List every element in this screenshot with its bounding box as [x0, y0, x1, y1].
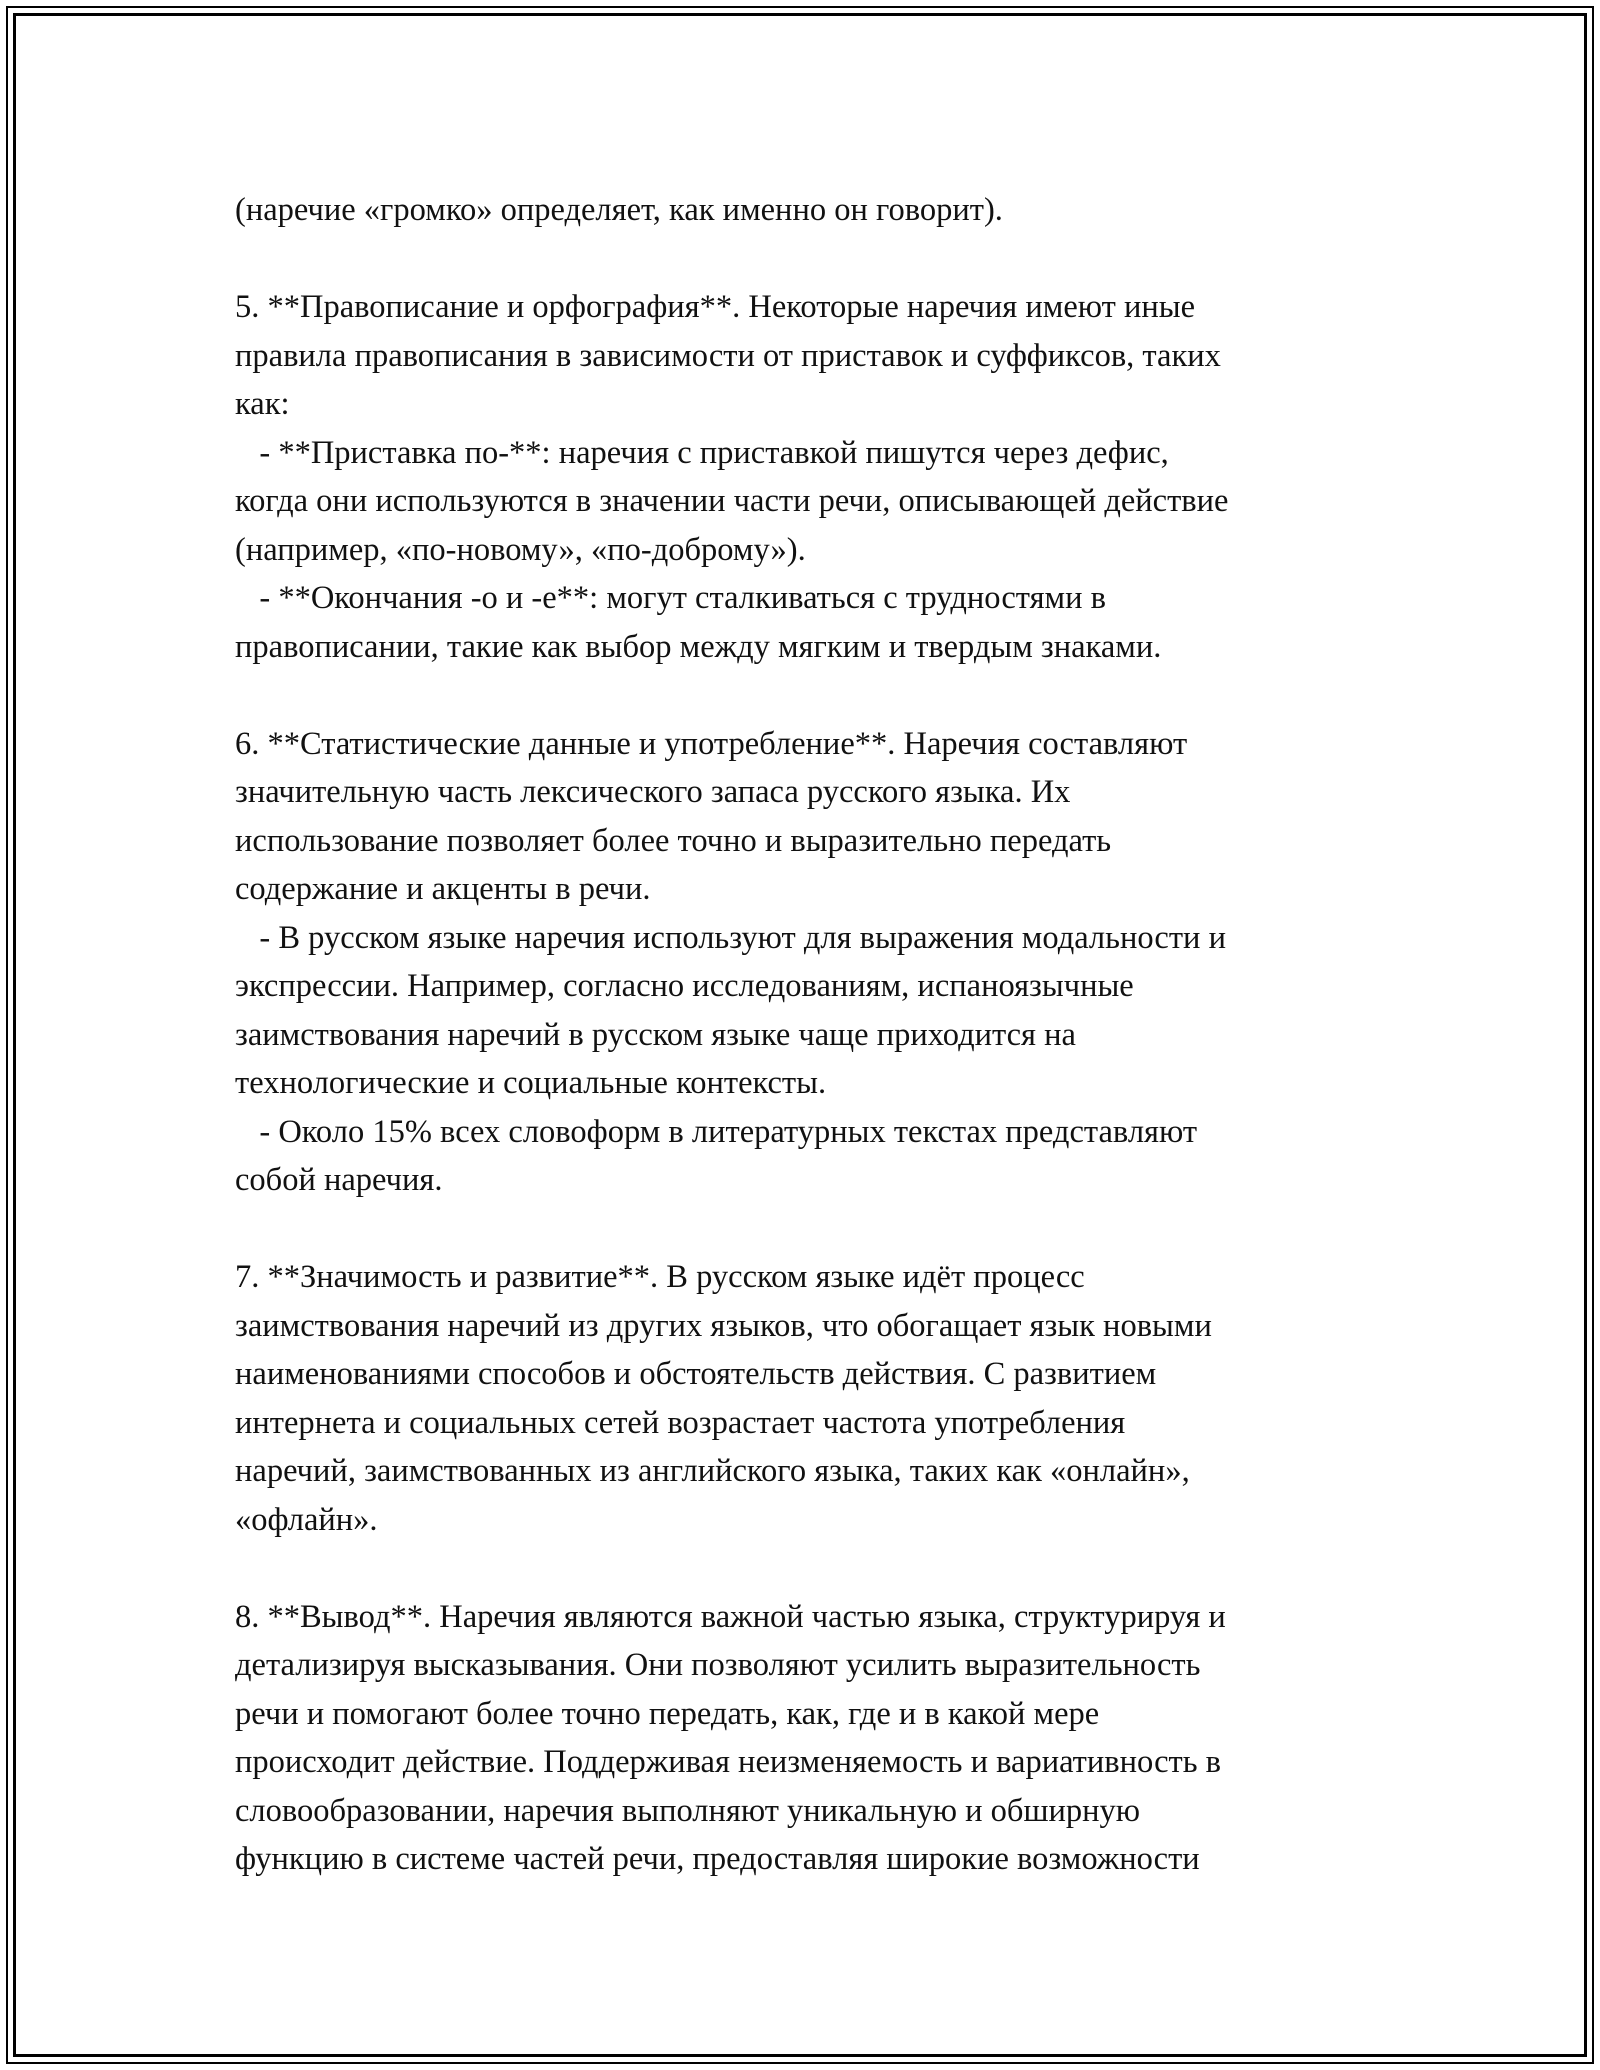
text-line: наименованиями способов и обстоятельств действия. С развитием: [235, 1356, 1157, 1392]
text-line: правила правописания в зависимости от приставок и суффиксов, таких: [235, 337, 1221, 374]
text-line: (наречие «громко» определяет, как именно он говорит).: [235, 192, 1003, 228]
text-line: технологические и социальные контексты.: [235, 1065, 827, 1101]
text-line: 5. **Правописание и орфография**. Некоторые наречия имеют иные: [235, 289, 1195, 325]
text-line: как:: [235, 386, 290, 422]
text-line: - Около 15% всех словоформ в литературных текстах представляют: [235, 1113, 1198, 1150]
text-line: [235, 1205, 1415, 1254]
text-line: 7. **Значимость и развитие**. В русском языке идёт процесс: [235, 1259, 1085, 1295]
text-line: интернета и социальных сетей возрастает частота употребления: [235, 1404, 1126, 1441]
text-line: «офлайн».: [235, 1501, 378, 1538]
text-line: заимствования наречий из других языков, что обогащает язык новыми: [235, 1307, 1212, 1344]
text-line: правописании, такие как выбор между мягким и твердым знаками.: [235, 628, 1162, 665]
text-line: [235, 1544, 1415, 1593]
text-line: - **Окончания -о и -е**: могут сталкиваться с трудностями в: [235, 580, 1106, 616]
text-line: речи и помогают более точно передать, как, где и в какой мере: [235, 1695, 1100, 1732]
text-line: значительную часть лексического запаса русского языка. Их: [235, 774, 1071, 810]
text-line: словообразовании, наречия выполняют уникальную и обширную: [235, 1792, 1141, 1829]
text-line: экспрессии. Например, согласно исследованиям, испаноязычные: [235, 968, 1134, 1004]
text-line: [235, 235, 1415, 284]
text-line: (например, «по-новому», «по-доброму»).: [235, 531, 806, 568]
text-line: 8. **Вывод**. Наречия являются важной частью языка, структурируя и: [235, 1598, 1226, 1635]
text-line: наречий, заимствованных из английского языка, таких как «онлайн»,: [235, 1453, 1190, 1489]
text-line: детализируя высказывания. Они позволяют усилить выразительность: [235, 1647, 1201, 1683]
text-line: содержание и акценты в речи.: [235, 871, 651, 907]
text-line: - В русском языке наречия используют для выражения модальности и: [235, 919, 1226, 956]
text-line: происходит действие. Поддерживая неизменяемость и вариативность в: [235, 1744, 1221, 1780]
text-line: функцию в системе частей речи, предоставляя широкие возможности: [235, 1841, 1200, 1877]
text-line: когда они используются в значении части речи, описывающей действие: [235, 483, 1229, 519]
text-line: - **Приставка по-**: наречия с приставкой пишутся через дефис,: [235, 434, 1169, 471]
text-line: заимствования наречий в русском языке чаще приходится на: [235, 1016, 1076, 1053]
document-body: [235, 186, 1415, 1884]
text-line: [235, 671, 1415, 720]
text-line: собой наречия.: [235, 1162, 443, 1198]
text-line: использование позволяет более точно и выразительно передать: [235, 822, 1112, 859]
text-line: 6. **Статистические данные и употребление**. Наречия составляют: [235, 725, 1188, 762]
